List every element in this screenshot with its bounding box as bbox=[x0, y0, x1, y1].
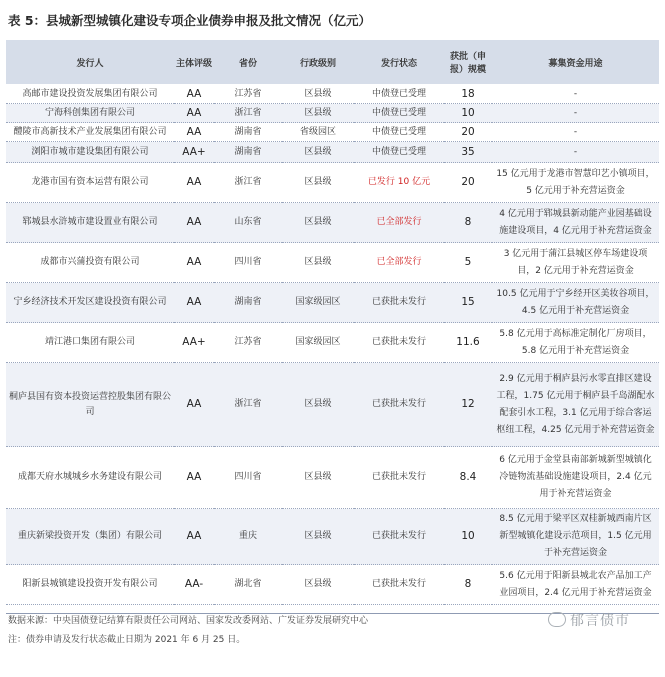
rating-cell: AA- bbox=[174, 565, 214, 605]
admin-level-cell: 区县级 bbox=[282, 243, 354, 283]
table-row bbox=[6, 163, 659, 203]
status-cell: 已获批未发行 bbox=[354, 323, 444, 363]
use-cell: - bbox=[492, 123, 659, 142]
use-cell: 5.8 亿元用于高标准定制化厂房项目，5.8 亿元用于补充营运资金 bbox=[492, 323, 659, 363]
status-cell: 中债登已受理 bbox=[354, 142, 444, 163]
table-row bbox=[6, 203, 659, 243]
admin-level-cell: 国家级园区 bbox=[282, 323, 354, 363]
amount-cell: 35 bbox=[444, 142, 492, 163]
amount-cell: 8 bbox=[444, 565, 492, 605]
amount-cell: 20 bbox=[444, 123, 492, 142]
issuer-cell: 高邮市建设投资发展集团有限公司 bbox=[6, 85, 174, 104]
rating-cell: AA+ bbox=[174, 142, 214, 163]
issuer-cell: 醴陵市高新技术产业发展集团有限公司 bbox=[6, 123, 174, 142]
admin-level-cell: 区县级 bbox=[282, 509, 354, 565]
admin-level-cell: 国家级园区 bbox=[282, 283, 354, 323]
footnote bbox=[8, 612, 528, 650]
col-header-province: 省份 bbox=[214, 40, 282, 85]
table-row bbox=[6, 565, 659, 605]
table-row bbox=[6, 323, 659, 363]
use-cell: 8.5 亿元用于梁平区双桂新城西南片区新型城镇化建设示范项目，1.5 亿元用于补充营运资金 bbox=[492, 509, 659, 565]
amount-cell: 8 bbox=[444, 203, 492, 243]
table-row bbox=[6, 447, 659, 509]
admin-level-cell: 区县级 bbox=[282, 203, 354, 243]
table-title: 表 5：县城新型城镇化建设专项企业债券申报及批文情况（亿元） bbox=[8, 13, 372, 28]
use-cell: - bbox=[492, 104, 659, 123]
province-cell: 江苏省 bbox=[214, 323, 282, 363]
province-cell: 湖南省 bbox=[214, 142, 282, 163]
use-cell: - bbox=[492, 85, 659, 104]
issuer-cell: 靖江港口集团有限公司 bbox=[6, 323, 174, 363]
use-cell: 15 亿元用于龙港市智慧印艺小镇项目，5 亿元用于补充营运资金 bbox=[492, 163, 659, 203]
province-cell: 浙江省 bbox=[214, 163, 282, 203]
status-cell: 已获批未发行 bbox=[354, 283, 444, 323]
use-cell: 10.5 亿元用于宁乡经开区美妆谷项目，4.5 亿元用于补充营运资金 bbox=[492, 283, 659, 323]
use-cell: 5.6 亿元用于阳新县城北农产品加工产业园项目，2.4 亿元用于补充营运资金 bbox=[492, 565, 659, 605]
issuer-cell: 郓城县水浒城市建设置业有限公司 bbox=[6, 203, 174, 243]
data-table bbox=[6, 40, 659, 605]
rating-cell: AA bbox=[174, 243, 214, 283]
rating-cell: AA bbox=[174, 123, 214, 142]
status-cell: 已全部发行 bbox=[354, 203, 444, 243]
col-header-status: 发行状态 bbox=[354, 40, 444, 85]
rating-cell: AA bbox=[174, 163, 214, 203]
rating-cell: AA bbox=[174, 447, 214, 509]
use-cell: 6 亿元用于金堂县南部新城新型城镇化冷链物流基础设施建设项目，2.4 亿元用于补充营运资金 bbox=[492, 447, 659, 509]
admin-level-cell: 区县级 bbox=[282, 142, 354, 163]
province-cell: 湖北省 bbox=[214, 565, 282, 605]
footnote-source: 数据来源：中央国债登记结算有限责任公司网站、国家发改委网站、广发证券发展研究中心 bbox=[8, 616, 369, 626]
province-cell: 江苏省 bbox=[214, 85, 282, 104]
footnote-note: 注：债券申请及发行状态截止日期为 2021 年 6 月 25 日。 bbox=[8, 635, 246, 645]
use-cell: - bbox=[492, 142, 659, 163]
admin-level-cell: 区县级 bbox=[282, 104, 354, 123]
status-cell: 已发行 10 亿元 bbox=[354, 163, 444, 203]
admin-level-cell: 区县级 bbox=[282, 565, 354, 605]
table-row bbox=[6, 363, 659, 447]
province-cell: 湖南省 bbox=[214, 283, 282, 323]
table-row bbox=[6, 243, 659, 283]
use-cell: 2.9 亿元用于桐庐县污水零直排区建设工程，1.75 亿元用于桐庐县千岛湖配水配套引水工程，3.1 亿元用于综合客运枢纽工程，4.25 亿元用于补充营运资金 bbox=[492, 363, 659, 447]
table-row bbox=[6, 123, 659, 142]
amount-cell: 15 bbox=[444, 283, 492, 323]
status-cell: 已获批未发行 bbox=[354, 447, 444, 509]
amount-cell: 11.6 bbox=[444, 323, 492, 363]
amount-cell: 12 bbox=[444, 363, 492, 447]
province-cell: 重庆 bbox=[214, 509, 282, 565]
admin-level-cell: 省级园区 bbox=[282, 123, 354, 142]
rating-cell: AA bbox=[174, 509, 214, 565]
rating-cell: AA bbox=[174, 203, 214, 243]
admin-level-cell: 区县级 bbox=[282, 163, 354, 203]
header-row bbox=[6, 40, 659, 85]
use-cell: 4 亿元用于郓城县新动能产业园基础设施建设项目，4 亿元用于补充营运资金 bbox=[492, 203, 659, 243]
wechat-icon bbox=[548, 612, 566, 627]
admin-level-cell: 区县级 bbox=[282, 363, 354, 447]
province-cell: 湖南省 bbox=[214, 123, 282, 142]
amount-cell: 18 bbox=[444, 85, 492, 104]
rating-cell: AA+ bbox=[174, 323, 214, 363]
watermark bbox=[548, 610, 630, 630]
issuer-cell: 成都天府水城城乡水务建设有限公司 bbox=[6, 447, 174, 509]
amount-cell: 10 bbox=[444, 509, 492, 565]
rating-cell: AA bbox=[174, 104, 214, 123]
status-cell: 中债登已受理 bbox=[354, 85, 444, 104]
status-cell: 已获批未发行 bbox=[354, 509, 444, 565]
issuer-cell: 桐庐县国有资本投资运营控股集团有限公司 bbox=[6, 363, 174, 447]
status-cell: 已获批未发行 bbox=[354, 565, 444, 605]
province-cell: 四川省 bbox=[214, 243, 282, 283]
issuer-cell: 重庆新梁投资开发（集团）有限公司 bbox=[6, 509, 174, 565]
rating-cell: AA bbox=[174, 283, 214, 323]
status-cell: 中债登已受理 bbox=[354, 123, 444, 142]
status-cell: 中债登已受理 bbox=[354, 104, 444, 123]
watermark-text: 郁言债市 bbox=[570, 613, 630, 629]
province-cell: 浙江省 bbox=[214, 104, 282, 123]
issuer-cell: 阳新县城镇建设投资开发有限公司 bbox=[6, 565, 174, 605]
rating-cell: AA bbox=[174, 363, 214, 447]
issuer-cell: 龙港市国有资本运营有限公司 bbox=[6, 163, 174, 203]
status-cell: 已获批未发行 bbox=[354, 363, 444, 447]
table-row bbox=[6, 104, 659, 123]
amount-cell: 10 bbox=[444, 104, 492, 123]
col-header-issuer: 发行人 bbox=[6, 40, 174, 85]
col-header-admin-level: 行政级别 bbox=[282, 40, 354, 85]
issuer-cell: 成都市兴蒲投资有限公司 bbox=[6, 243, 174, 283]
status-cell: 已全部发行 bbox=[354, 243, 444, 283]
use-cell: 3 亿元用于蒲江县城区停车场建设项目，2 亿元用于补充营运资金 bbox=[492, 243, 659, 283]
issuer-cell: 宁乡经济技术开发区建设投资有限公司 bbox=[6, 283, 174, 323]
province-cell: 四川省 bbox=[214, 447, 282, 509]
admin-level-cell: 区县级 bbox=[282, 447, 354, 509]
rating-cell: AA bbox=[174, 85, 214, 104]
col-header-rating: 主体评级 bbox=[174, 40, 214, 85]
province-cell: 山东省 bbox=[214, 203, 282, 243]
table-row bbox=[6, 85, 659, 104]
province-cell: 浙江省 bbox=[214, 363, 282, 447]
admin-level-cell: 区县级 bbox=[282, 85, 354, 104]
table-row bbox=[6, 283, 659, 323]
amount-cell: 20 bbox=[444, 163, 492, 203]
issuer-cell: 宁海科创集团有限公司 bbox=[6, 104, 174, 123]
col-header-use: 募集资金用途 bbox=[492, 40, 659, 85]
table-row bbox=[6, 142, 659, 163]
amount-cell: 8.4 bbox=[444, 447, 492, 509]
col-header-amount: 获批（申报）规模 bbox=[444, 40, 492, 85]
issuer-cell: 浏阳市城市建设集团有限公司 bbox=[6, 142, 174, 163]
amount-cell: 5 bbox=[444, 243, 492, 283]
table-row bbox=[6, 509, 659, 565]
